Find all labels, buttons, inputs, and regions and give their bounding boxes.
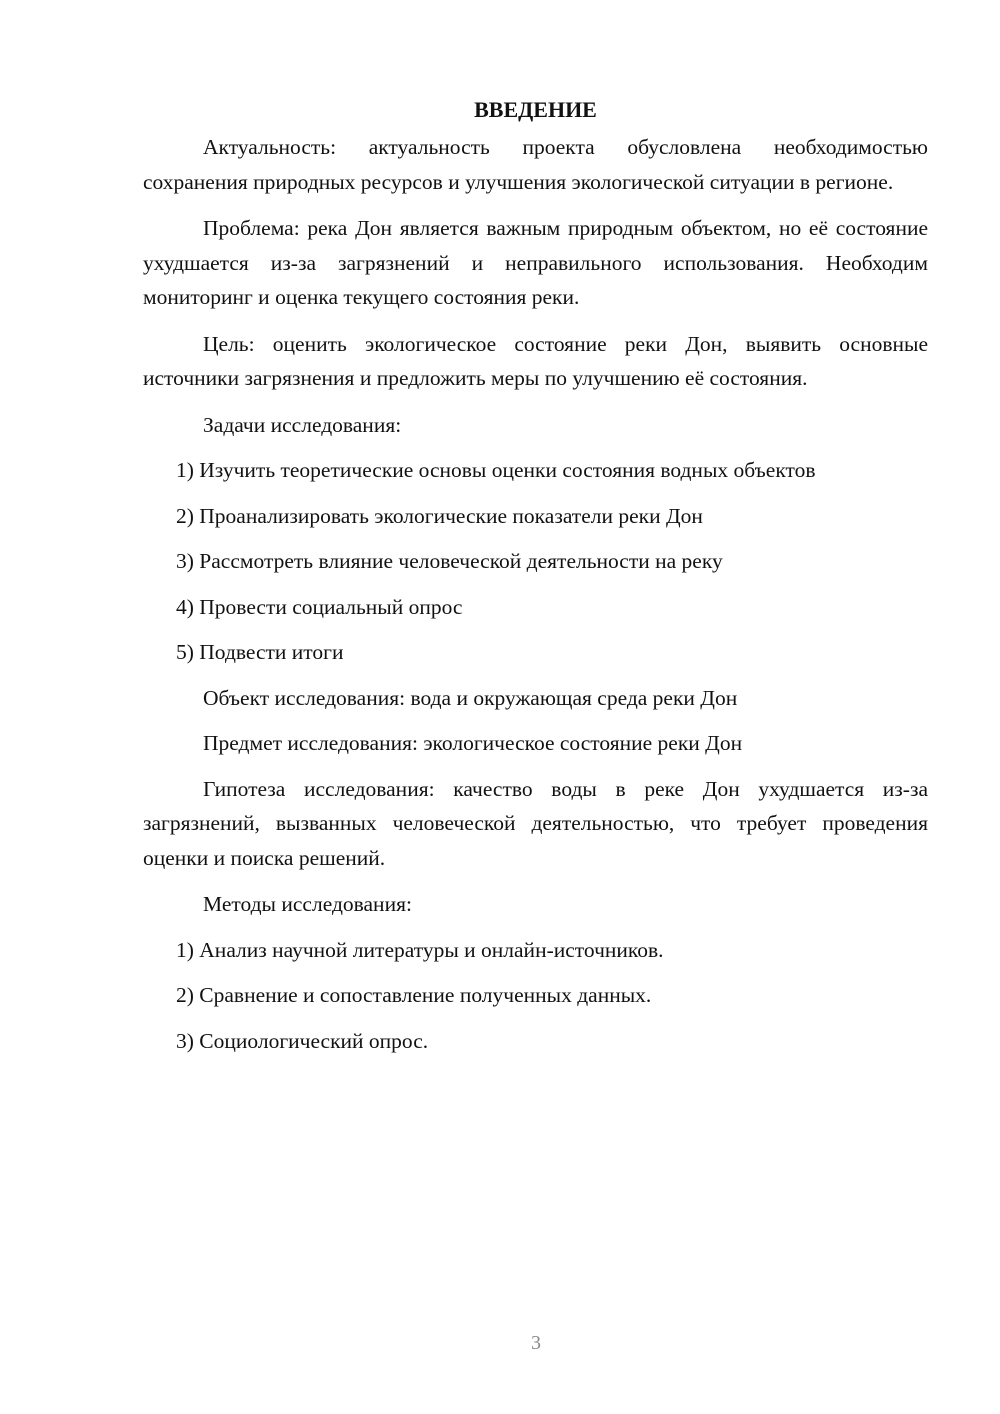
goal-paragraph: Цель: оценить экологическое состояние реки Дон, выявить основные источники загрязнения и предложить меры по улучшению её состояния. bbox=[143, 331, 928, 390]
object-paragraph: Объект исследования: вода и окружающая среда реки Дон bbox=[203, 685, 738, 710]
methods-heading: Методы исследования: bbox=[203, 892, 412, 916]
section-title: ВВЕДЕНИЕ bbox=[474, 97, 597, 122]
list-item: 5) Подвести итоги bbox=[176, 640, 344, 664]
list-item: 2) Проанализировать экологические показатели реки Дон bbox=[176, 503, 703, 528]
list-item: 1) Изучить теоретические основы оценки состояния водных объектов bbox=[176, 458, 816, 482]
hypothesis-paragraph: Гипотеза исследования: качество воды в реке Дон ухудшается из-за загрязнений, вызванных человеческой деятельностью, что требует проведения оценки и поиска решений. bbox=[143, 776, 928, 870]
list-item: 3) Социологический опрос. bbox=[176, 1028, 429, 1053]
methods-list bbox=[143, 933, 928, 1059]
subject-paragraph: Предмет исследования: экологическое состояние реки Дон bbox=[203, 731, 743, 755]
tasks-heading: Задачи исследования: bbox=[203, 412, 402, 437]
list-item: 3) Рассмотреть влияние человеческой деятельности на реку bbox=[176, 549, 723, 573]
list-item: 1) Анализ научной литературы и онлайн-источников. bbox=[176, 937, 664, 962]
page-number: 3 bbox=[531, 1332, 541, 1354]
relevance-paragraph: Актуальность: актуальность проекта обусловлена необходимостью сохранения природных ресурсов и улучшения экологической ситуации в регионе. bbox=[143, 135, 928, 194]
list-item: 4) Провести социальный опрос bbox=[176, 594, 463, 619]
tasks-list bbox=[143, 453, 928, 670]
list-item: 2) Сравнение и сопоставление полученных данных. bbox=[176, 983, 652, 1007]
document-body bbox=[143, 92, 928, 1069]
problem-paragraph: Проблема: река Дон является важным природным объектом, но её состояние ухудшается из-за загрязнений и неправильного использования. Необходим мониторинг и оценка текущего состояния реки. bbox=[143, 216, 928, 309]
